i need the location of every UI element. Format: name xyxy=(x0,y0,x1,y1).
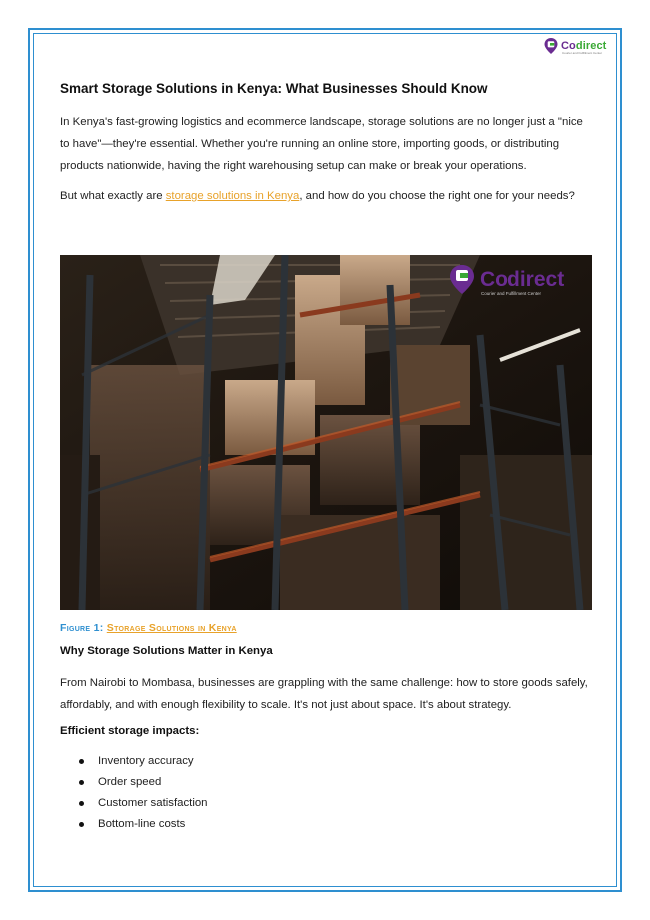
warehouse-photo xyxy=(60,255,592,610)
storage-solutions-link[interactable]: storage solutions in Kenya xyxy=(165,190,300,202)
location-pin-icon xyxy=(544,38,558,54)
list-item: Bottom-line costs xyxy=(60,814,208,835)
impacts-heading: Efficient storage impacts: xyxy=(60,725,200,737)
article-title: Smart Storage Solutions in Kenya: What Businesses Should Know xyxy=(60,81,488,96)
list-item: Inventory accuracy xyxy=(60,751,208,772)
article-body xyxy=(60,80,595,207)
svg-text:Courier and Fulfillment Center: Courier and Fulfillment Center xyxy=(481,291,542,296)
question-paragraph: But what exactly are storage solutions in Kenya, and how do you choose the right one for your needs? xyxy=(60,190,575,202)
logo-tagline: Courier and Fulfillment Center xyxy=(562,51,603,55)
section-heading: Why Storage Solutions Matter in Kenya xyxy=(60,645,273,657)
section-paragraph: From Nairobi to Mombasa, businesses are grappling with the same challenge: how to store goods safely, affordably, and with enough flexibility to scale. It's not just about space. It's about strategy. xyxy=(60,677,588,711)
svg-text:direct: direct xyxy=(507,268,565,291)
logo-text: Codirect xyxy=(561,40,607,52)
figure-caption-link[interactable]: Storage Solutions in Kenya xyxy=(106,622,237,634)
svg-text:Co: Co xyxy=(480,268,508,291)
intro-paragraph: In Kenya's fast-growing logistics and ecommerce landscape, storage solutions are no longer just a "nice to have"—they're essential. Whether you're running an online store, importing goods, or distributing products nationwide, having the right warehousing setup can make or break your operations. xyxy=(60,116,583,172)
list-item: Order speed xyxy=(60,772,208,793)
figure-caption: Figure 1: Storage Solutions in Kenya xyxy=(60,622,237,634)
impacts-list xyxy=(60,751,208,835)
codirect-logo xyxy=(544,38,606,54)
list-item: Customer satisfaction xyxy=(60,793,208,814)
